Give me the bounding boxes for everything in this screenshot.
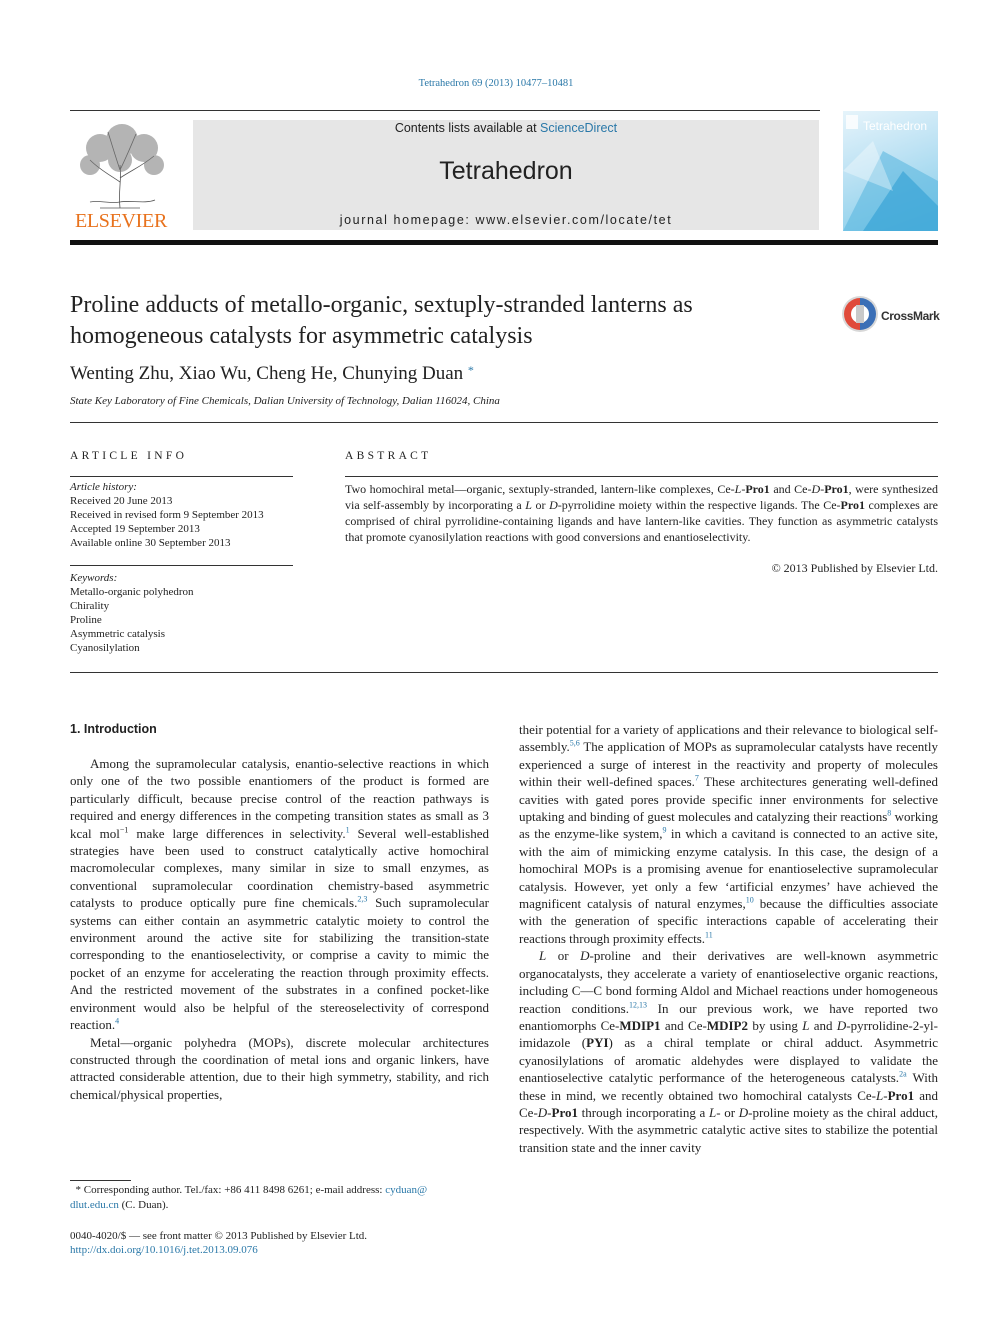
sciencedirect-link[interactable]: ScienceDirect xyxy=(540,121,618,135)
info-bottom-rule xyxy=(70,672,938,673)
keyword: Metallo-organic polyhedron xyxy=(70,586,194,598)
authors: Wenting Zhu, Xiao Wu, Cheng He, Chunying Duan xyxy=(70,363,464,384)
doi-link[interactable]: http://dx.doi.org/10.1016/j.tet.2013.09.076 xyxy=(70,1244,258,1256)
issn-line: 0040-4020/$ — see front matter © 2013 Published by Elsevier Ltd. xyxy=(70,1230,368,1242)
history-label: Article history: xyxy=(70,481,137,493)
article-info-rule xyxy=(70,476,293,477)
crossmark-icon[interactable] xyxy=(841,295,879,333)
keywords-block xyxy=(70,571,194,655)
article-history xyxy=(70,480,264,550)
abstract-text: Two homochiral metal—organic, sextuply-stranded, lantern-like complexes, Ce-L-Pro1 and Ce-D-Pro1, were synthesized via self-assembly by incorporating a L or D-pyrrolidine moiety within the respective ligands. The Ce-Pro1 complexes are comprised of chiral pyrrolidine-containing ligands and have lantern-like cavities. They function as asymmetric catalysts that promote cyanosilylation reactions with good conversions and enantioselectivity. xyxy=(345,482,939,544)
email-link-part1[interactable]: cyduan@ xyxy=(385,1184,428,1196)
corresponding-author-footnote xyxy=(70,1183,489,1213)
body-paragraph: L or D-proline and their derivatives are well-known asymmetric organocatalysts, they accelerate a variety of enantioselective organic reactions, including C—C bond forming Aldol and Michael reactions under homogeneous reaction conditions.$^{12,13}$ In our previous work, we have reported two enantiomorphs Ce-MDIP1 and Ce-MDIP2 by using L and D-pyrrolidine-2-yl-imidazole (PYI) as a chiral template or chiral adduct. Asymmetric cyanosilylations of aromatic aldehydes were displayed to validate the enantioselective catalytic performance of the heterogeneous catalysts.$^{2a}$ With these in mind, we recently obtained two homochiral catalysts Ce-L-Pro1 and Ce-D-Pro1 through incorporating a L- or D-proline moiety as the chiral adduct, respectively. With the asymmetric catalytic active sites to stabilize the potential transition state and the inner cavity xyxy=(519,948,938,1155)
abstract-rule xyxy=(345,476,938,477)
history-item: Received 20 June 2013 xyxy=(70,495,173,507)
journal-cover-image xyxy=(843,111,938,231)
keywords-label: Keywords: xyxy=(70,572,118,584)
history-item: Received in revised form 9 September 2013 xyxy=(70,509,264,521)
keywords-rule xyxy=(70,565,293,566)
body-paragraph: Among the supramolecular catalysis, enantio-selective reactions in which only one of the two possible enantiomers of the product is formed are particularly difficult, because precise control of the reaction pathways is required and energy differences in the competing transition states as small as 3 kcal mol$^{-1}$ make large differences in selectivity.$^1$ Several well-established strategies have been used to construct catalytically active homochiral macromolecular complexes, many similar in size to small enzymes, as conventional supramolecular coordination chemistry-based asymmetric catalysts to produce optically pure fine chemicals.$^{2,3}$ Such supramolecular systems can either contain an asymmetric catalytic moiety to control the environment around the active site for stabilizing the transition-state corresponding to the enantioselectivity, or comprise a cavity to mimic the pocket of an enzyme for accelerating the reaction through proximity effects. And the restricted movement of the substrates in a confined pocket-like environment would also be helpful of the stereoselectivity of correspond reaction.$^4$ xyxy=(70,756,489,1033)
journal-masthead xyxy=(193,120,819,230)
journal-citation[interactable]: Tetrahedron 69 (2013) 10477–10481 xyxy=(418,78,574,89)
journal-title: Tetrahedron xyxy=(439,157,573,185)
author-list xyxy=(70,363,474,385)
history-item: Accepted 19 September 2013 xyxy=(70,523,200,535)
keyword: Chirality xyxy=(70,600,110,612)
abstract-heading: ABSTRACT xyxy=(345,450,432,462)
header-rule xyxy=(70,110,820,111)
affiliation: State Key Laboratory of Fine Chemicals, Dalian University of Technology, Dalian 116024, China xyxy=(70,395,500,407)
article-title: Proline adducts of metallo-organic, sextuply-stranded lanterns as homogeneous catalysts for asymmetric catalysis xyxy=(70,292,693,349)
body-column-left xyxy=(70,755,489,1103)
footnote-star: * xyxy=(75,1184,81,1196)
section-heading: 1. Introduction xyxy=(70,722,157,736)
article-info-heading: ARTICLE INFO xyxy=(70,450,188,462)
keyword: Proline xyxy=(70,614,102,626)
journal-homepage[interactable]: journal homepage: www.elsevier.com/locate/tet xyxy=(339,213,673,227)
contents-prefix: Contents lists available at xyxy=(394,121,541,135)
keyword: Cyanosilylation xyxy=(70,642,140,654)
contents-availability xyxy=(193,121,819,135)
cover-title: Tetrahedron xyxy=(863,119,928,133)
body-paragraph: Metal—organic polyhedra (MOPs), discrete molecular architectures constructed through the coordination of metal ions and organic linkers, have attracted considerable attention, due to their high symmetry, stability, and rich chemical/physical properties, xyxy=(70,1034,489,1102)
elsevier-wordmark: ELSEVIER xyxy=(74,210,168,232)
footnote-suffix: (C. Duan). xyxy=(118,1199,169,1211)
footnote-text: Corresponding author. Tel./fax: +86 411 8498 6261; e-mail address: xyxy=(81,1184,386,1196)
abstract-copyright: © 2013 Published by Elsevier Ltd. xyxy=(771,561,938,575)
body-paragraph: their potential for a variety of applications and their relevance to biological self-assembly.$^{5,6}$ The application of MOPs as supramolecular catalysts have recently experienced a surge of interest in the reactivity and property of molecules within their well-defined spaces.$^7$ These architectures generating well-defined cavities with gated pores provide specific inner environments for selective uptaking and binding of guest molecules and catalyzing their reactions$^8$ working as the enzyme-like system,$^9$ in which a cavitand is connected to an active site, with the aim of mimicking enzyme catalysis. In this case, the design of a homochiral MOPs is a promising avenue for enantioselective supramolecular catalysis. However, yet only a few ‘artificial enzymes’ have achieved the magnificent catalysis of natural enzymes,$^{10}$ because the difficulties associate with the generation of specific interactions capable of accelerating their reactions through proximity effects.$^{11}$ xyxy=(519,722,939,946)
crossmark-label[interactable]: CrossMark xyxy=(881,309,940,323)
history-item: Available online 30 September 2013 xyxy=(70,537,231,549)
email-link-part2[interactable]: dlut.edu.cn xyxy=(70,1199,119,1211)
keyword: Asymmetric catalysis xyxy=(70,628,166,640)
corresponding-author-mark[interactable]: * xyxy=(467,363,474,377)
footnote-rule xyxy=(70,1180,131,1181)
info-top-rule xyxy=(70,422,938,423)
masthead-divider xyxy=(70,240,938,245)
body-column-right xyxy=(519,721,938,1156)
front-matter xyxy=(70,1229,367,1257)
